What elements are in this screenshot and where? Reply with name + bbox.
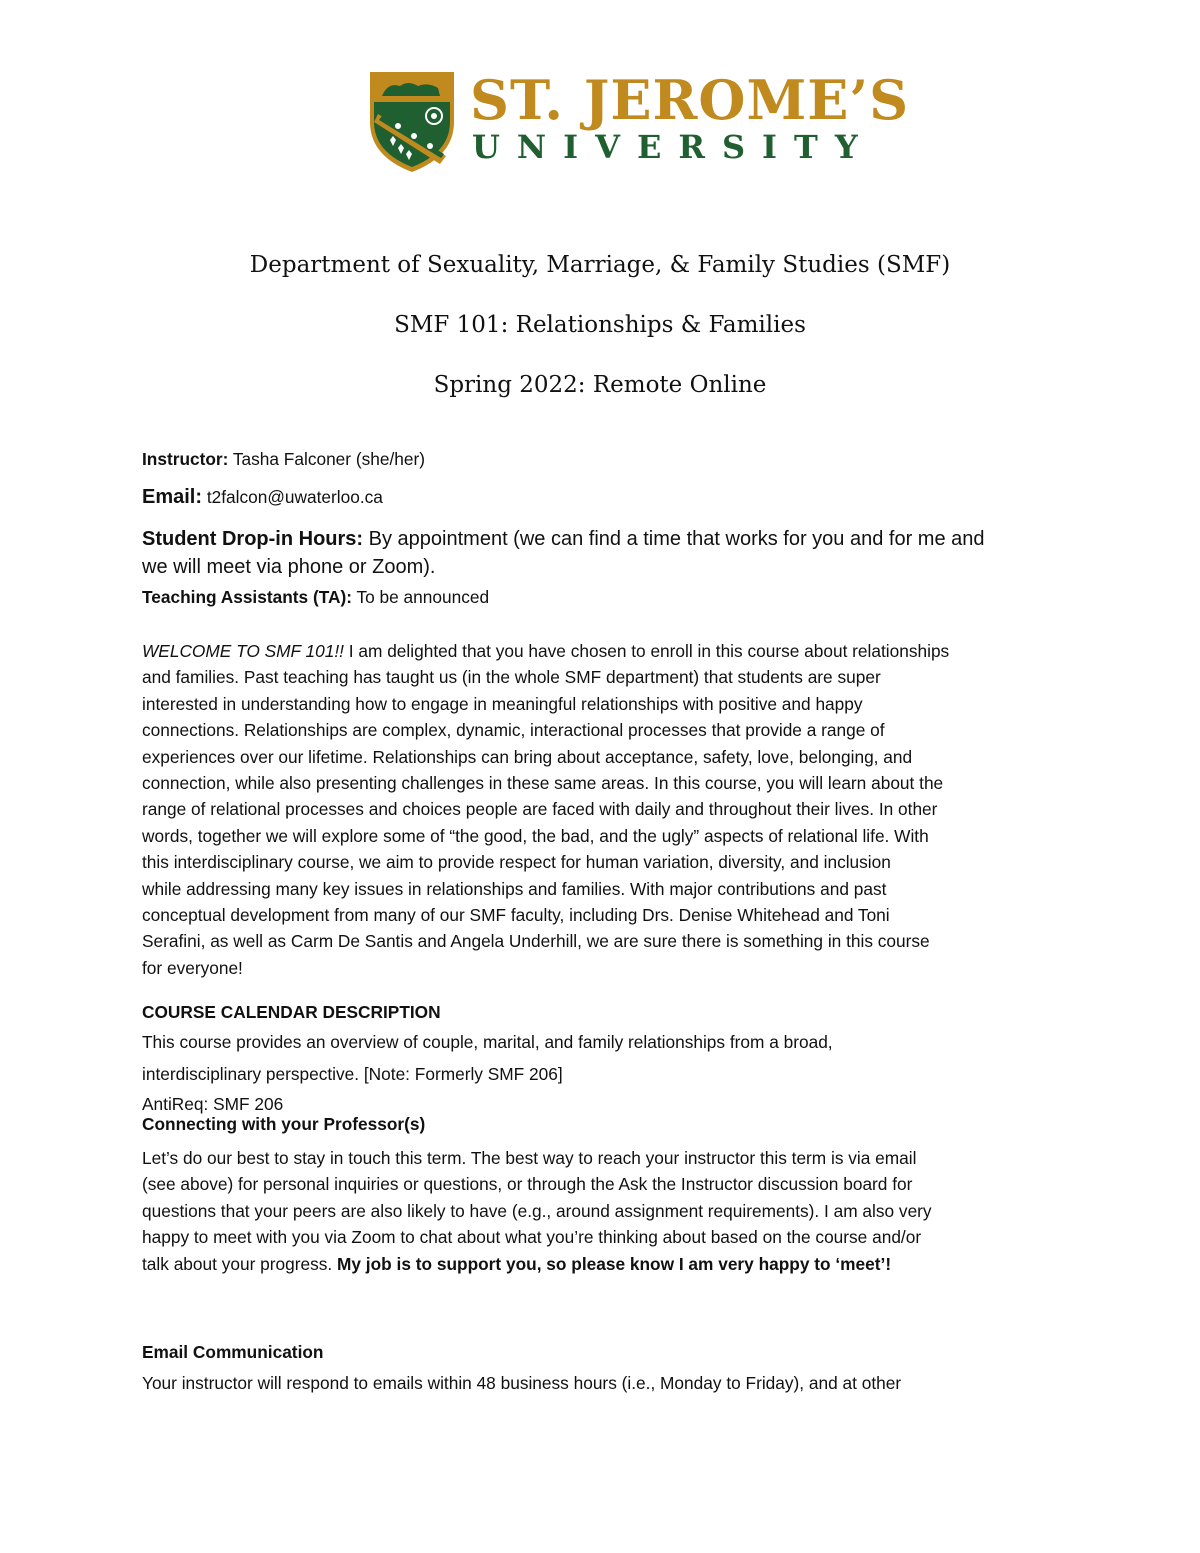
welcome-line: words, together we will explore some of “the good, the bad, and the ugly” aspects of relational life. With	[142, 825, 929, 846]
term-title: Spring 2022: Remote Online	[433, 372, 767, 398]
calendar-heading: COURSE CALENDAR DESCRIPTION	[142, 1002, 441, 1022]
welcome-line: connection, while also presenting challenges in these same areas. In this course, you will learn about the	[142, 773, 944, 794]
dropin-text-1: By appointment (we can find a time that works for you and for me and	[363, 528, 985, 550]
welcome-line: and families. Past teaching has taught us (in the whole SMF department) that students are super	[142, 667, 881, 688]
welcome-line: for everyone!	[142, 957, 243, 978]
calendar-line-1: This course provides an overview of couple, marital, and family relationships from a broad,	[142, 1032, 833, 1052]
calendar-line-3: AntiReq: SMF 206	[142, 1094, 284, 1114]
email-comm-heading: Email Communication	[142, 1342, 324, 1362]
dropin-line-1	[142, 528, 985, 551]
dropin-label: Student Drop-in Hours:	[142, 528, 364, 550]
support-statement: My job is to support you, so please know I am very happy to ‘meet’!	[337, 1253, 892, 1274]
instructor-label: Instructor:	[142, 449, 229, 469]
logo-wordmark-line2: UNIVERSITY	[472, 128, 875, 166]
welcome-line: WELCOME TO SMF 101!! I am delighted that you have chosen to enroll in this course about relationships	[142, 641, 950, 661]
welcome-line: connections. Relationships are complex, dynamic, interactional processes that provide a range of	[142, 720, 885, 741]
department-title: Department of Sexuality, Marriage, & Family Studies (SMF)	[249, 252, 951, 278]
ta-value: To be announced	[351, 587, 490, 607]
instructor-value: Tasha Falconer (she/her)	[228, 449, 425, 469]
connecting-line: (see above) for personal inquiries or questions, or through the Ask the Instructor discussion board for	[142, 1174, 913, 1195]
logo-wordmark-line1: ST. JEROME’S	[470, 68, 910, 132]
welcome-paragraph	[142, 638, 1062, 981]
dropin-line-2: we will meet via phone or Zoom).	[142, 556, 436, 578]
connecting-line: happy to meet with you via Zoom to chat about what you’re thinking about based on the course and/or	[142, 1227, 922, 1248]
welcome-line: Serafini, as well as Carm De Santis and Angela Underhill, we are sure there is something in this course	[142, 931, 930, 952]
course-title: SMF 101: Relationships & Families	[394, 312, 806, 338]
welcome-line: range of relational processes and choices people are faced with daily and throughout their lives. In other	[142, 799, 938, 820]
welcome-line: this interdisciplinary course, we aim to provide respect for human variation, diversity, and inclusion	[142, 852, 891, 873]
connecting-line: talk about your progress. My job is to support you, so please know I am very happy to ‘meet’!	[142, 1253, 892, 1274]
email-value: t2falcon@uwaterloo.ca	[202, 487, 383, 507]
ta-label: Teaching Assistants (TA):	[142, 587, 352, 607]
connecting-heading: Connecting with your Professor(s)	[142, 1114, 426, 1134]
instructor-line	[142, 449, 425, 470]
calendar-line-2: interdisciplinary perspective. [Note: Formerly SMF 206]	[142, 1064, 563, 1084]
connecting-paragraph	[142, 1145, 1062, 1277]
welcome-line: while addressing many key issues in relationships and families. With major contributions and past	[142, 878, 887, 899]
email-comm-line-1: Your instructor will respond to emails within 48 business hours (i.e., Monday to Friday), and at other	[142, 1373, 902, 1393]
welcome-line: interested in understanding how to engage in meaningful relationships with positive and happy	[142, 693, 863, 714]
connecting-line: questions that your peers are also likely to have (e.g., around assignment requirements). I am also very	[142, 1200, 932, 1221]
welcome-line: experiences over our lifetime. Relationships can bring about acceptance, safety, love, belonging, and	[142, 746, 913, 767]
welcome-lead: WELCOME TO SMF 101!!	[142, 641, 344, 661]
university-logo	[368, 68, 910, 174]
ta-line	[142, 587, 489, 608]
crest-icon	[368, 70, 456, 174]
connecting-line: Let’s do our best to stay in touch this term. The best way to reach your instructor this term is via email	[142, 1148, 917, 1168]
email-line	[142, 486, 383, 509]
welcome-line: conceptual development from many of our SMF faculty, including Drs. Denise Whitehead and Toni	[142, 905, 890, 926]
email-label: Email:	[142, 486, 203, 508]
